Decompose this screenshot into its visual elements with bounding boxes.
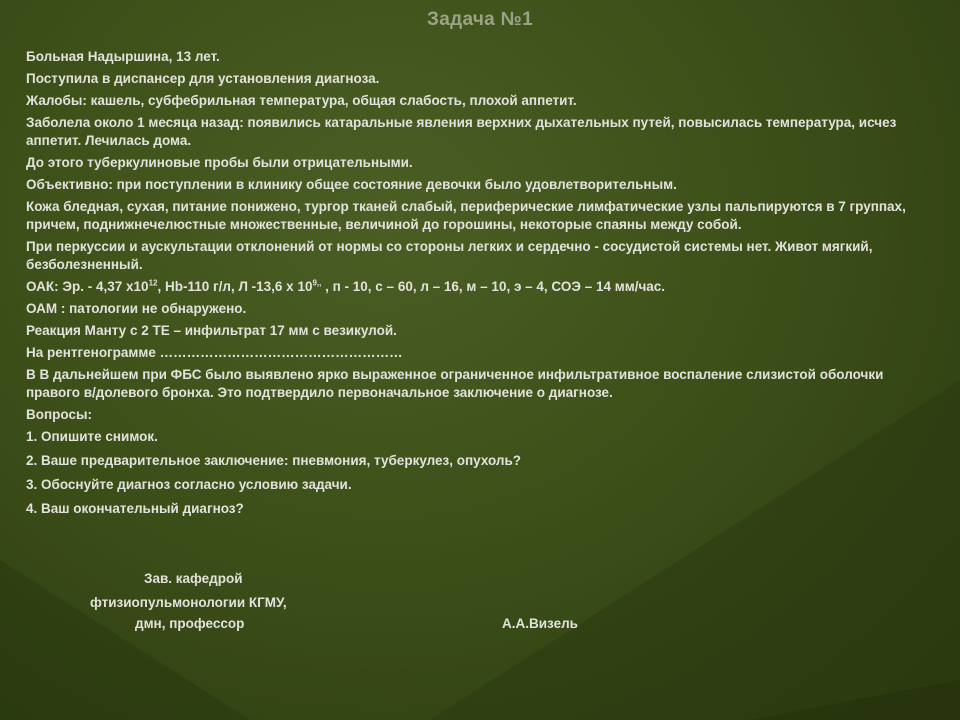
slide-title: Задача №1 bbox=[427, 9, 533, 30]
fbs-paragraph: В В дальнейшем при ФБС было выявлено ярко выраженное ограниченное инфильтративное воспаление слизистой оболочки правого в/долевого бронха. Это подтвердило первоначальное заключение о диагнозе. bbox=[26, 367, 884, 400]
oak-prefix: ОАК: Эр. - 4,37 х10 bbox=[26, 279, 149, 294]
questions-header: Вопросы: bbox=[26, 407, 92, 422]
signature-name: А.А.Визель bbox=[502, 616, 578, 631]
oak-mid: , Hb-110 г/л, Л -13,6 х 10 bbox=[157, 279, 313, 294]
oak-line bbox=[26, 278, 936, 296]
oak-exp-1: 12 bbox=[148, 278, 158, 288]
signature-block bbox=[0, 568, 960, 638]
mantoux-line: Реакция Манту с 2 ТЕ – инфильтрат 17 мм с везикулой. bbox=[26, 323, 397, 338]
xray-line: На рентгенограмме ……………………………………………… bbox=[26, 345, 403, 360]
oak-suffix: , п - 10, с – 60, л – 16, м – 10, э – 4, СОЭ – 14 мм/час. bbox=[321, 279, 666, 294]
question-item: 1. Опишите снимок. bbox=[26, 429, 158, 444]
skin-paragraph: Кожа бледная, сухая, питание понижено, тургор тканей слабый, периферические лимфатические узлы пальпируются в 7 группах, причем, поднижнечелюстные множественные, величиной до горошины, некоторые спаяны между собой. bbox=[26, 199, 906, 232]
oam-line: ОАМ : патологии не обнаружено. bbox=[26, 301, 247, 316]
complaints-line: Жалобы: кашель, субфебрильная температура, общая слабость, плохой аппетит. bbox=[26, 93, 577, 108]
task-body bbox=[26, 48, 936, 524]
percussion-paragraph: При перкуссии и аускультации отклонений от нормы со стороны легких и сердечно - сосудистой системы нет. Живот мягкий, безболезненный. bbox=[26, 239, 873, 272]
question-item: 3. Обоснуйте диагноз согласно условию задачи. bbox=[26, 477, 352, 492]
patient-line: Больная Надыршина, 13 лет. bbox=[26, 49, 220, 64]
tuberculin-line: До этого туберкулиновые пробы были отрицательными. bbox=[26, 155, 413, 170]
signature-title-line-2: фтизиопульмонологии КГМУ, bbox=[90, 595, 287, 610]
oak-exp-2: 9,, bbox=[312, 278, 322, 288]
signature-title-line-1: Зав. кафедрой bbox=[144, 571, 243, 586]
question-item: 2. Ваше предварительное заключение: пневмония, туберкулез, опухоль? bbox=[26, 453, 522, 468]
onset-paragraph: Заболела около 1 месяца назад: появились катаральные явления верхних дыхательных путей, повысилась температура, исчез аппетит. Лечилась дома. bbox=[26, 115, 897, 148]
corner-decoration-shape bbox=[750, 680, 960, 720]
signature-title-line-3: дмн, профессор bbox=[135, 616, 245, 631]
question-item: 4. Ваш окончательный диагноз? bbox=[26, 501, 244, 516]
objective-line: Объективно: при поступлении в клинику общее состояние девочки было удовлетворительным. bbox=[26, 177, 677, 192]
corner-decoration bbox=[710, 680, 960, 720]
admission-line: Поступила в диспансер для установления диагноза. bbox=[26, 71, 380, 86]
